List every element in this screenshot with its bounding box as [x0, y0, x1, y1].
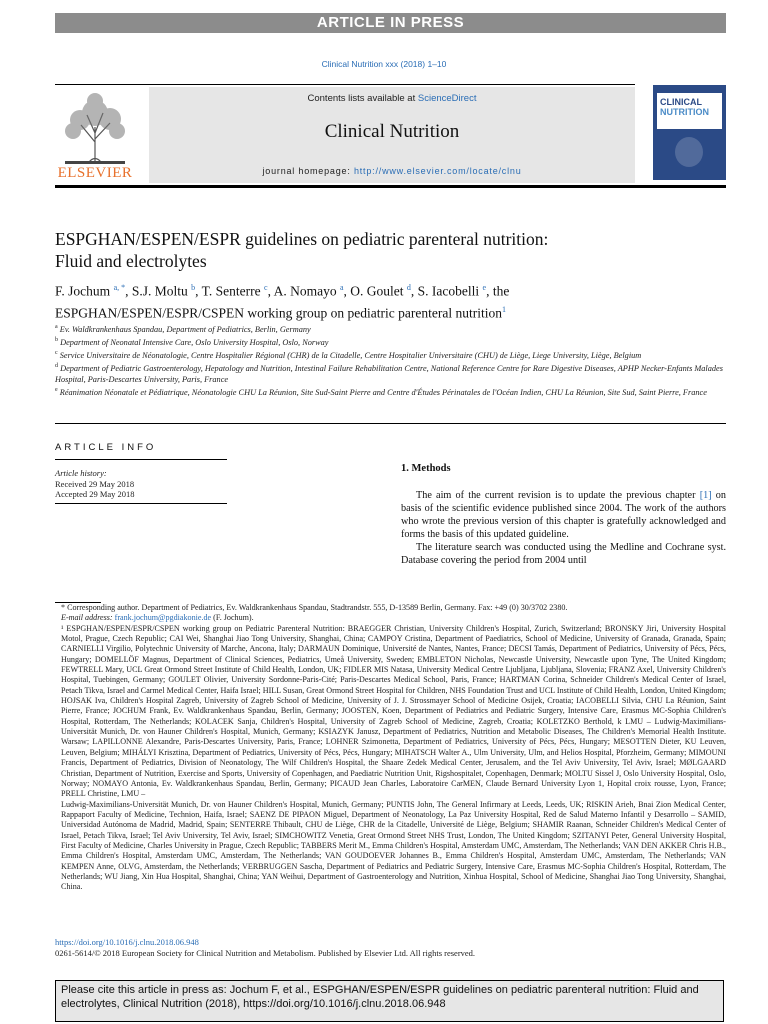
header-rule-top	[55, 84, 635, 85]
author-affiliation-link[interactable]: b	[191, 283, 196, 292]
section-divider	[55, 423, 726, 424]
article-info-heading: ARTICLE INFO	[55, 442, 157, 453]
contents-prefix: Contents lists available at	[307, 93, 418, 104]
header-rule-bottom	[55, 185, 726, 188]
accepted-date: Accepted 29 May 2018	[55, 489, 135, 499]
affiliation-item: $^c$ Service Universitaire de Néonatologie, Centre Hospitalier Régional (CHR) de la Citadelle, Centre Hospitalier Universitaire (CHU) de Liège, Liege University, Liège, Belgium	[55, 349, 642, 360]
author-name: , S. Iacobelli	[410, 283, 480, 299]
methods-heading: 1. Methods	[401, 463, 451, 474]
history-label: Article history:	[55, 468, 107, 478]
affiliation-item: $^d$ Department of Pediatric Gastroenterology, Hepatology and Nutrition, Intestinal Failure Rehabilitation Centre, National Reference Centre for Rare Digestive Diseases, APHP Necker-Enfants Malades Hospital, Paris-Descartes University, Paris, France	[55, 362, 723, 384]
affiliations	[55, 322, 735, 398]
author-name: , T. Senterre	[195, 283, 261, 299]
affiliation-item: $^b$ Department of Neonatal Intensive Care, Oslo University Hospital, Oslo, Norway	[55, 336, 329, 347]
article-in-press-banner: ARTICLE IN PRESS	[55, 13, 726, 33]
cover-title-panel	[657, 93, 722, 129]
affiliation-item: $^a$ Ev. Waldkrankenhaus Spandau, Department of Pediatrics, Berlin, Germany	[55, 324, 311, 334]
affiliation-item: $^e$ Réanimation Néonatale et Pédiatrique, Néonatologie CHU La Réunion, Site Sud-Saint Pierre and Centre d'Études Périnatales de l'Océan Indien, CHU La Réunion, Site Sud, Saint Pierre, France	[55, 387, 707, 397]
journal-homepage-line	[149, 166, 635, 176]
author-affiliation-link[interactable]: a	[339, 283, 344, 292]
working-group-footnote-link[interactable]: 1	[501, 304, 506, 314]
title-line-2: Fluid and electrolytes	[55, 251, 207, 271]
cover-title-line1: CLINICAL	[660, 97, 702, 107]
doi-link[interactable]: https://doi.org/10.1016/j.clnu.2018.06.948	[55, 937, 199, 947]
methods-body	[401, 489, 726, 568]
working-group-name: ESPGHAN/ESPEN/ESPR/CSPEN working group on pediatric parenteral nutrition	[55, 305, 502, 320]
received-date: Received 29 May 2018	[55, 478, 135, 489]
article-info-rule-bottom	[55, 503, 227, 504]
journal-name: Clinical Nutrition	[324, 121, 460, 142]
cover-title-line2: NUTRITION	[660, 107, 709, 117]
article-history	[55, 468, 227, 500]
citation-box: Please cite this article in press as: Jochum F, et al., ESPGHAN/ESPEN/ESPR guidelines on pediatric parenteral nutrition: Fluid and electrolytes, Clinical Nutrition (2018), https://doi.org/10.1016/j.clnu.2018.06.948	[55, 980, 724, 1022]
article-info-rule-top	[55, 459, 227, 460]
article-title	[55, 228, 735, 272]
title-line-1: ESPGHAN/ESPEN/ESPR guidelines on pediatric parenteral nutrition:	[55, 229, 549, 249]
working-group-note: ¹ ESPGHAN/ESPEN/ESPR/CSPEN working group on Pediatric Parenteral Nutrition: BRAEGGER Christian, University Children's Hospital, Zurich, Switzerland; BRONSKY Jiri, University Hospital Motol, Prague, Czech Republic; CAI Wei, Shanghai Jiao Tong University, Shanghai, China; CAMPOY Cristina, Department of Paediatrics, School of Medicine, University of Granada, Granada, Spain; CARNIELLI Virgilio, Polytechnic University of Marche, Ancona, Italy; DARMAUN Dominique, Université de Nantes, Nantes, France; DECSI Tamás, Department of Pediatrics, University of Pécs, Pécs, Hungary; DOMELLÖF Magnus, Department of Clinical Sciences, Pediatrics, Umeå University, Sweden; EMBLETON Nicholas, Newcastle University, Newcastle upon Tyne, The United Kingdom; FEWTRELL Mary, UCL Great Ormond Street Institute of Child Health, London, UK; FIDLER MIS Natasa, University Medical Centre Ljubljana, Ljubljana, Slovenia; FRANZ Axel, University Children's Hospital, Tuebingen, Germany; GOULET Olivier, University Sordonne-Paris-Cité; Paris-Descartes Medical School, Paris, France; HARTMAN Corina, Schneider Children's Medical Center of Israel, Petach Tikva, Israel and Carmel Medical Center, Haifa Israel; HILL Susan, Great Ormond Street Hospital for Children, NHS Foundation Trust and UCL Institute of Child Health, London, United Kingdom; HOJSAK Iva, Children's Hospital Zagreb, University of Zagreb School of Medicine, University of J. J. Strossmayer School of Medicine Osijek, Croatia; IACOBELLI Silvia, CHU La Réunion, Saint Pierre, France; JOCHUM Frank, Ev. Waldkrankenhaus Spandau, Berlin, Germany; JOOSTEN, Koen, Department of Pediatrics and Pediatric Surgery, Intensive Care, Erasmus MC-Sophia Children's Hospital, Rotterdam, The Netherlands; KOLACEK Sanja, Children's Hospital, University of Zagreb School of Medicine, Zagreb, Croatia; KOLETZKO Berthold, k LMU – Ludwig-Maximilians-Universität Munich, Dr. von Hauner Children's Hospital, Munich, Germany; KSIAZYK Janusz, Department of Pediatrics, Nutrition and Metabolic Diseases, The Children's Memorial Health Institute. Warsaw; LAPILLONNE Alexandre, Paris-Descartes University, Paris, France; LOHNER Szimonetta, Department of Pediatrics, University of Pécs, Pécs, Hungary; MESOTTEN Dieter, KU Leuven, Leuven, Belgium; MIHÁLYI Krisztina, Department of Pediatrics, University of Pécs, Pécs, Hungary; MIHATSCH Walter A., Ulm University, Ulm, and Helios Hospital, Pforzheim, Germany; MIMOUNI Francis, Department of Pediatrics, Division of Neonatology, The Wilf Children's Hospital, the Shaare Zedek Medical Center, Jerusalem, and the Tel Aviv University, Tel Aviv, Israel; MØLGAARD Christian, Department of Nutrition, Exercise and Sports, University of Copenhagen, and Paediatric Nutrition Unit, Rigshospitalet, Copenhagen, Denmark; MOLTU Sissel J, Oslo University Hospital, Oslo, Norway; NOMAYO Antonia, Ev. Waldkrankenhaus Spandau, Berlin, Germany; PICAUD Jean Charles, Laboratoire CarMEN, Claude Bernard University Lyon 1, Hopital croix rousse, Lyon, France; PRELL Christine, LMU –	[61, 623, 726, 799]
corresponding-author-note: * Corresponding author. Department of Pediatrics, Ev. Waldkrankenhaus Spandau, Stadtrandstr. 555, D-13589 Berlin, Germany. Fax: +49 (0) 30/3702 2380.	[61, 603, 568, 612]
author-list	[55, 279, 735, 322]
journal-reference-link[interactable]: Clinical Nutrition xxx (2018) 1–10	[321, 59, 447, 69]
elsevier-wordmark: ELSEVIER	[57, 165, 133, 181]
author-affiliation-link[interactable]: d	[406, 283, 411, 292]
journal-cover-image	[653, 85, 726, 180]
author-name: , A. Nomayo	[267, 283, 337, 299]
reference-link[interactable]: [1]	[699, 490, 712, 501]
cover-decoration	[675, 137, 703, 167]
author-affiliation-link[interactable]: a, *	[113, 283, 126, 292]
author-affiliation-link[interactable]: e	[482, 283, 487, 292]
contents-available-line	[149, 93, 635, 104]
body-paragraph: The aim of the current revision is to update the previous chapter [1] on basis of the scientific evidence published since 2004. The work of the authors who wrote the previous version of this chapter is gratefully acknowledged and forms the basis of this updated guideline.	[401, 490, 726, 541]
author-affiliation-link[interactable]: c	[264, 283, 268, 292]
homepage-link[interactable]: http://www.elsevier.com/locate/clnu	[353, 166, 522, 176]
author-separator: , the	[486, 283, 510, 299]
homepage-prefix: journal homepage:	[262, 166, 354, 176]
email-note: E-mail address: frank.jochum@pgdiakonie.de (F. Jochum).	[61, 613, 254, 623]
working-group-note-continued: Ludwig-Maximilians-Universität Munich, Dr. von Hauner Children's Hospital, Munich, Germany; PUNTIS John, The General Infirmary at Leeds, Leeds, UK; RISKIN Arieh, Bnai Zion Medical Center, Rappaport Faculty of Medicine, Technion, Haifa, Israel; SAENZ DE PIPAON Miguel, Department of Neonatology, La Paz University Hospital, Red de Salud Materno Infantil y Desarrollo – SAMID, Universidad Autónoma de Madrid, Madrid, Spain; SENTERRE Thibault, CHU de Liège, CHR de la Citadelle, Université de Liège, Belgium; SHAMIR Raanan, Schneider Children's Medical Center of Israel, Petach Tikva, Israel; Tel Aviv University, Tel Aviv, Israel; SIMCHOWITZ Venetia, Great Ormond Street NHS Trust, London, The United Kingdom; SZITANYI Peter, General University Hospital, First Faculty of Medicine, Charles University in Prague, Czech Republic; TABBERS Merit M., Emma Children's Hospital, Amsterdam UMC, Amsterdam, The Netherlands; VAN DEN AKKER Chris H.B., Emma Children's Hospital, Amsterdam UMC, Amsterdam, The Netherlands; VAN GOUDOEVER Johannes B., Emma Children's Hospital, Amsterdam UMC, Amsterdam, The Netherlands; VAN KEMPEN Anne, OLVG, Amsterdam, the Netherlands; VERBRUGGEN Sascha, Department of Pediatrics and Pediatric Surgery, Intensive Care, Erasmus MC-Sophia Children's Hospital, Rotterdam, The Netherlands; WU Jiang, Xin Hua Hospital, Shanghai, China; YAN Weihui, Department of Gastroenterology and Nutrition, Xinhua Hospital, School of Medicine, Shanghai Jiao Tong University, Shanghai, China.	[61, 799, 726, 892]
copyright-line: 0261-5614/© 2018 European Society for Clinical Nutrition and Metabolism. Published by Elsevier Ltd. All rights reserved.	[55, 948, 476, 958]
author-name: , S.J. Moltu	[125, 283, 188, 299]
author-name: F. Jochum	[55, 283, 111, 299]
author-name: , O. Goulet	[343, 283, 404, 299]
sciencedirect-link[interactable]: ScienceDirect	[417, 93, 477, 104]
body-paragraph: The literature search was conducted using the Medline and Cochrane syst. Database covering the period from 2004 until	[401, 542, 726, 567]
footnotes	[55, 603, 726, 893]
email-link[interactable]: frank.jochum@pgdiakonie.de	[114, 613, 212, 623]
